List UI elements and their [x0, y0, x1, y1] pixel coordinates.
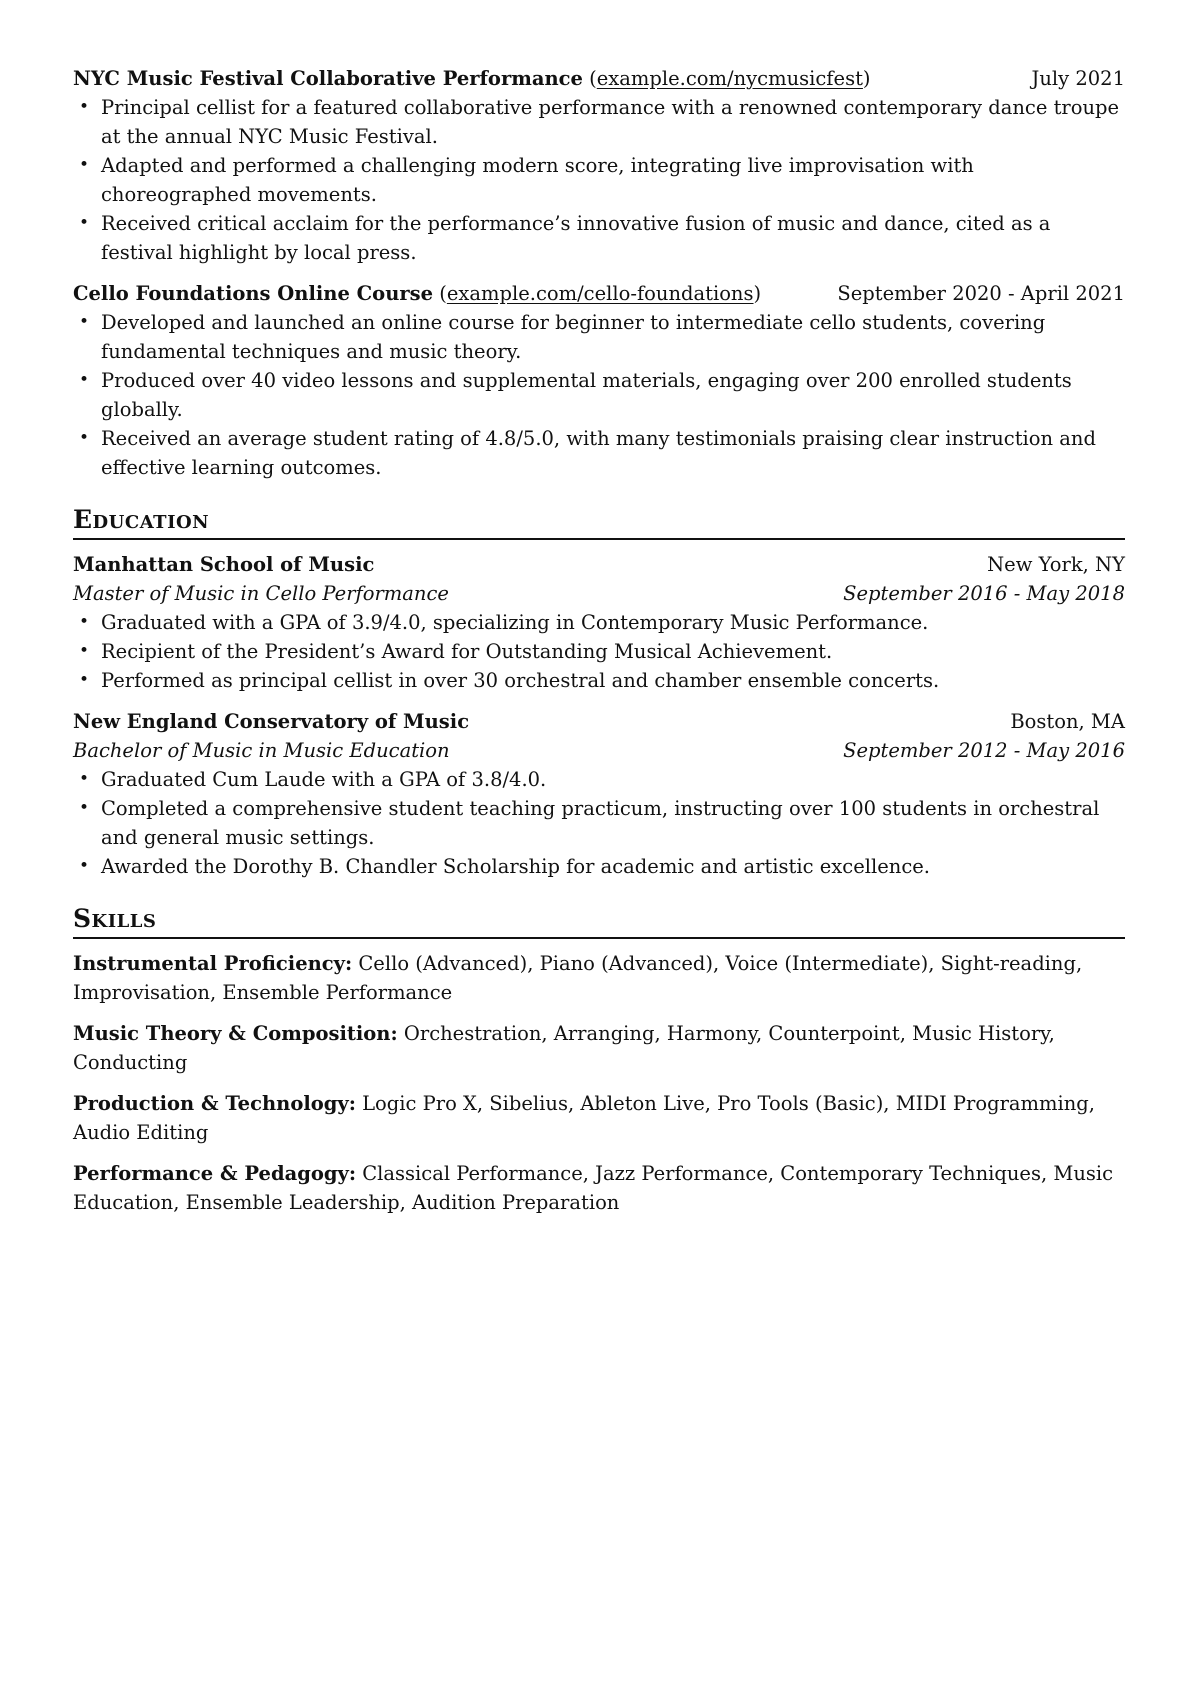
degree-dates: September 2016 - May 2018 — [843, 582, 1125, 605]
section-heading-skills: Skills — [73, 903, 1125, 939]
bullet-item: • Received an average student rating of 4.8/5.0, with many testimonials praising clear instruction and effective learning outcomes. — [73, 424, 1125, 482]
project-bullets — [73, 308, 1125, 482]
skill-value: Orchestration, Arranging, Harmony, Counterpoint, Music History, Conducting — [73, 1022, 1055, 1074]
skill-label: Performance & Pedagogy: — [73, 1162, 357, 1185]
project-header — [73, 279, 1125, 308]
school-location: Boston, MA — [1010, 710, 1125, 733]
bullet-item: • Graduated with a GPA of 3.9/4.0, specializing in Contemporary Music Performance. — [73, 608, 1125, 637]
project-entry — [73, 279, 1125, 482]
degree-title: Master of Music in Cello Performance — [73, 582, 449, 605]
education-entry — [73, 707, 1125, 881]
project-title: Cello Foundations Online Course — [73, 282, 434, 305]
skill-line — [73, 1159, 1125, 1217]
education-header — [73, 550, 1125, 579]
degree-row — [73, 736, 1125, 765]
project-header — [73, 64, 1125, 93]
education-bullets — [73, 608, 1125, 695]
skill-label: Music Theory & Composition: — [73, 1022, 398, 1045]
education-header — [73, 707, 1125, 736]
project-entry — [73, 64, 1125, 267]
skill-line — [73, 1089, 1125, 1147]
project-link[interactable]: example.com/cello-foundations — [446, 282, 754, 305]
skill-value: Logic Pro X, Sibelius, Ableton Live, Pro Tools (Basic), MIDI Programming, Audio Editing — [73, 1092, 1095, 1144]
education-bullets — [73, 765, 1125, 881]
skill-value: Classical Performance, Jazz Performance, Contemporary Techniques, Music Education, Ensemble Leadership, Audition Preparation — [73, 1162, 1114, 1214]
project-link-wrap: (example.com/nycmusicfest) — [589, 67, 871, 90]
school-location: New York, NY — [987, 553, 1125, 576]
bullet-item: • Performed as principal cellist in over 30 orchestral and chamber ensemble concerts. — [73, 666, 1125, 695]
degree-title: Bachelor of Music in Music Education — [73, 739, 450, 762]
project-date: September 2020 - April 2021 — [837, 282, 1125, 305]
project-bullets — [73, 93, 1125, 267]
skill-line — [73, 949, 1125, 1007]
resume-content — [73, 64, 1125, 1229]
bullet-item: • Awarded the Dorothy B. Chandler Scholarship for academic and artistic excellence. — [73, 852, 1125, 881]
school-name: New England Conservatory of Music — [73, 710, 470, 733]
project-title-line — [73, 64, 871, 93]
bullet-item: • Recipient of the President’s Award for Outstanding Musical Achievement. — [73, 637, 1125, 666]
project-link[interactable]: example.com/nycmusicfest — [596, 67, 863, 90]
bullet-item: • Developed and launched an online course for beginner to intermediate cello students, covering fundamental techniques and music theory. — [73, 308, 1125, 366]
project-link-wrap: (example.com/cello-foundations) — [439, 282, 762, 305]
project-date: July 2021 — [1031, 67, 1125, 90]
degree-row — [73, 579, 1125, 608]
bullet-item: • Received critical acclaim for the performance’s innovative fusion of music and dance, cited as a festival highlight by local press. — [73, 209, 1125, 267]
project-title-line — [73, 279, 761, 308]
skill-line — [73, 1019, 1125, 1077]
bullet-item: • Produced over 40 video lessons and supplemental materials, engaging over 200 enrolled students globally. — [73, 366, 1125, 424]
bullet-item: • Adapted and performed a challenging modern score, integrating live improvisation with choreographed movements. — [73, 151, 1125, 209]
degree-dates: September 2012 - May 2016 — [843, 739, 1125, 762]
skill-label: Instrumental Proficiency: — [73, 952, 353, 975]
section-heading-education: Education — [73, 504, 1125, 540]
bullet-item: • Completed a comprehensive student teaching practicum, instructing over 100 students in orchestral and general music settings. — [73, 794, 1125, 852]
bullet-item: • Principal cellist for a featured collaborative performance with a renowned contemporary dance troupe at the annual NYC Music Festival. — [73, 93, 1125, 151]
school-name: Manhattan School of Music — [73, 553, 375, 576]
project-title: NYC Music Festival Collaborative Performance — [73, 67, 583, 90]
skill-value: Cello (Advanced), Piano (Advanced), Voice (Intermediate), Sight-reading, Improvisation, Ensemble Performance — [73, 952, 1083, 1004]
bullet-item: • Graduated Cum Laude with a GPA of 3.8/4.0. — [73, 765, 1125, 794]
skill-label: Production & Technology: — [73, 1092, 356, 1115]
education-entry — [73, 550, 1125, 695]
